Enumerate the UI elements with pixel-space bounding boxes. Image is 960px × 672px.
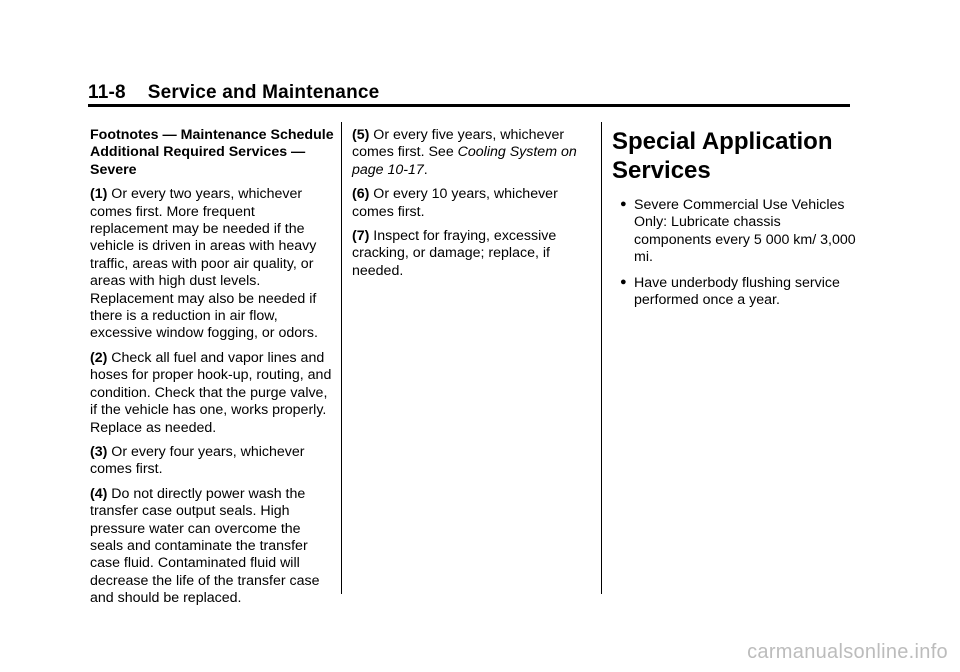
bullet-text: Have underbody flushing service performed once a year. (634, 274, 840, 309)
section-title: Service and Maintenance (147, 82, 380, 103)
footnote-6 (352, 186, 592, 221)
footnote-label: (6) (352, 186, 370, 203)
footnote-text: Or every five years, whichever comes first. See (352, 127, 565, 161)
footnote-label: (4) (90, 485, 108, 502)
footnote-tail: . (423, 161, 428, 178)
footnote-2 (90, 350, 335, 437)
bullet-item (612, 275, 857, 310)
bullet-icon: ● (620, 275, 627, 288)
footnote-text: Or every four years, whichever comes first. (90, 443, 305, 478)
special-services-title: Special Application Services (612, 128, 833, 184)
footnote-text: Or every 10 years, whichever comes first. (352, 186, 558, 220)
bullet-text: Severe Commercial Use Vehicles Only: Lubricate chassis components every 5 000 km/ 3,000 mi. (634, 197, 856, 266)
footnotes-heading: Footnotes — Maintenance Schedule Additional Required Services — Severe (90, 127, 334, 178)
footnote-label: (1) (90, 186, 108, 203)
footnote-4 (90, 486, 335, 608)
column-divider-1 (341, 122, 342, 594)
footnote-1 (90, 186, 335, 343)
footnote-text: Or every two years, whichever comes first. More frequent replacement may be needed if the vehicle is driven in areas with heavy traffic, areas with poor air quality, or areas with high dust levels. Replacement may also be needed if there is a reduction in air flow, excessive window fogging, or odors. (90, 186, 318, 342)
watermark: carmanualsonline.info (747, 641, 948, 663)
column-middle (352, 127, 592, 287)
footnote-text: Do not directly power wash the transfer case output seals. High pressure water can overcome the seals and contaminate the transfer case fluid. Contaminated fluid will decrease the life of the transfer case and should be replaced. (90, 485, 320, 607)
page-number: 11-8 (88, 82, 126, 103)
footnote-label: (7) (352, 228, 370, 245)
cross-reference-link[interactable]: Cooling System on page 10-17 (352, 144, 577, 178)
footnote-text: Check all fuel and vapor lines and hoses for proper hook-up, routing, and condition. Check that the purge valve, if the vehicle has one, works properly. Replace as needed. (90, 349, 332, 436)
footnote-text: Inspect for fraying, excessive cracking, or damage; replace, if needed. (352, 228, 557, 279)
footnote-label: (3) (90, 443, 108, 460)
footnote-3 (90, 444, 335, 479)
page-header (88, 82, 379, 104)
footnote-7 (352, 228, 592, 280)
footnote-label: (5) (352, 127, 370, 143)
column-divider-2 (601, 122, 602, 594)
footnote-5 (352, 127, 592, 179)
column-right (612, 127, 857, 317)
column-left (90, 127, 335, 615)
bullet-item (612, 197, 857, 267)
footnote-label: (2) (90, 349, 108, 366)
header-rule (88, 104, 850, 107)
bullet-icon: ● (620, 198, 627, 210)
